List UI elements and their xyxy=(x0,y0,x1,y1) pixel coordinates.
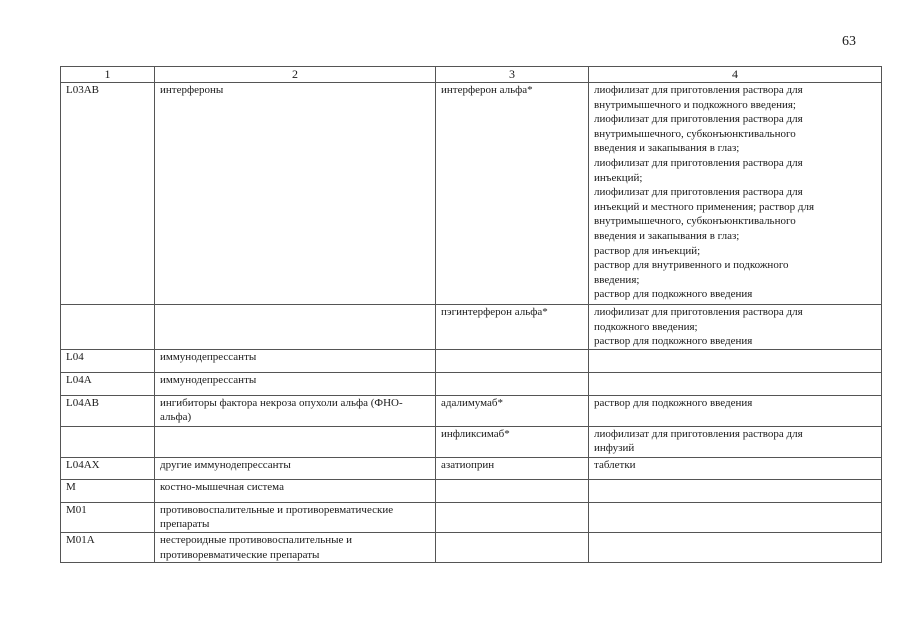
drug-name-cell xyxy=(436,502,589,532)
table-row xyxy=(61,395,882,426)
drug-name-cell xyxy=(436,479,589,502)
pharmacological-group-cell: другие иммунодепрессанты xyxy=(155,457,436,479)
pharmacological-group-cell: костно-мышечная система xyxy=(155,479,436,502)
atc-code-cell: L04AX xyxy=(61,457,155,479)
dosage-form-cell xyxy=(589,532,882,562)
drug-name-cell: азатиоприн xyxy=(436,457,589,479)
drug-name-cell xyxy=(436,372,589,395)
table-header-row xyxy=(61,67,882,83)
dosage-form-cell xyxy=(589,502,882,532)
dosage-form-line: раствор для подкожного введения xyxy=(594,335,753,348)
dosage-form-cell xyxy=(589,457,882,479)
drug-name-cell xyxy=(436,532,589,562)
pharmacological-group-cell: нестероидные противовоспалительные и противоревматические препараты xyxy=(155,532,436,562)
dosage-form-cell xyxy=(589,426,882,457)
column-header-4: 4 xyxy=(589,67,882,83)
atc-code-cell: L03AB xyxy=(61,83,155,305)
dosage-form-line: лиофилизат для приготовления раствора для xyxy=(594,156,803,169)
dosage-form-line: раствор для подкожного введения xyxy=(594,396,753,409)
pharmacological-group-cell xyxy=(155,426,436,457)
table-row xyxy=(61,457,882,479)
dosage-form-cell xyxy=(589,395,882,426)
column-header-2: 2 xyxy=(155,67,436,83)
dosage-form-cell xyxy=(589,305,882,350)
dosage-form-cell xyxy=(589,372,882,395)
dosage-form-line: лиофилизат для приготовления раствора для xyxy=(594,113,803,126)
pharmacological-group-cell: противовоспалительные и противоревматические препараты xyxy=(155,502,436,532)
table-row xyxy=(61,372,882,395)
dosage-form-line: подкожного введения; xyxy=(594,320,698,333)
dosage-form-line: внутримышечного, субконъюнктивального xyxy=(594,127,796,140)
dosage-form-line: введения; xyxy=(594,273,640,286)
drug-name-cell: пэгинтерферон альфа* xyxy=(436,305,589,350)
atc-code-cell: L04 xyxy=(61,349,155,372)
pharmacological-group-cell: ингибиторы фактора некроза опухоли альфа (ФНО-альфа) xyxy=(155,395,436,426)
pharmacological-group-cell xyxy=(155,305,436,350)
drug-name-cell: адалимумаб* xyxy=(436,395,589,426)
drug-name-cell xyxy=(436,349,589,372)
atc-code-cell: L04AB xyxy=(61,395,155,426)
dosage-form-line: лиофилизат для приготовления раствора для xyxy=(594,427,803,440)
column-header-1: 1 xyxy=(61,67,155,83)
drug-name-cell: интерферон альфа* xyxy=(436,83,589,305)
dosage-form-line: лиофилизат для приготовления раствора для xyxy=(594,306,803,318)
dosage-form-line: внутримышечного и подкожного введения; xyxy=(594,98,796,111)
dosage-form-line: введения и закапывания в глаз; xyxy=(594,229,740,242)
pharmacological-group-cell: интерфероны xyxy=(155,83,436,305)
drug-name-cell: инфликсимаб* xyxy=(436,426,589,457)
page-number: 63 xyxy=(842,34,856,49)
column-header-3: 3 xyxy=(436,67,589,83)
atc-code-cell: M01A xyxy=(61,532,155,562)
pharmacological-group-cell: иммунодепрессанты xyxy=(155,372,436,395)
table-row xyxy=(61,532,882,562)
dosage-form-line: лиофилизат для приготовления раствора для xyxy=(594,84,803,96)
table-row xyxy=(61,349,882,372)
atc-code-cell: M01 xyxy=(61,502,155,532)
dosage-form-line: инфузий xyxy=(594,442,635,455)
dosage-form-line: внутримышечного, субконъюнктивального xyxy=(594,215,796,228)
table-row xyxy=(61,83,882,305)
atc-code-cell xyxy=(61,305,155,350)
table-row xyxy=(61,502,882,532)
dosage-form-line: введения и закапывания в глаз; xyxy=(594,142,740,155)
dosage-form-line: раствор для подкожного введения xyxy=(594,288,753,301)
atc-code-cell: M xyxy=(61,479,155,502)
dosage-form-line: инъекций и местного применения; раствор для xyxy=(594,200,815,213)
dosage-form-cell xyxy=(589,479,882,502)
table-row xyxy=(61,479,882,502)
dosage-form-line: инъекций; xyxy=(594,171,643,184)
medication-table xyxy=(60,66,882,563)
atc-code-cell xyxy=(61,426,155,457)
dosage-form-cell xyxy=(589,83,882,305)
pharmacological-group-cell: иммунодепрессанты xyxy=(155,349,436,372)
dosage-form-line: таблетки xyxy=(594,458,636,471)
dosage-form-cell xyxy=(589,349,882,372)
dosage-form-line: раствор для инъекций; xyxy=(594,244,701,257)
table-row xyxy=(61,305,882,350)
atc-code-cell: L04A xyxy=(61,372,155,395)
dosage-form-line: лиофилизат для приготовления раствора для xyxy=(594,186,803,199)
table-row xyxy=(61,426,882,457)
dosage-form-line: раствор для внутривенного и подкожного xyxy=(594,259,789,272)
